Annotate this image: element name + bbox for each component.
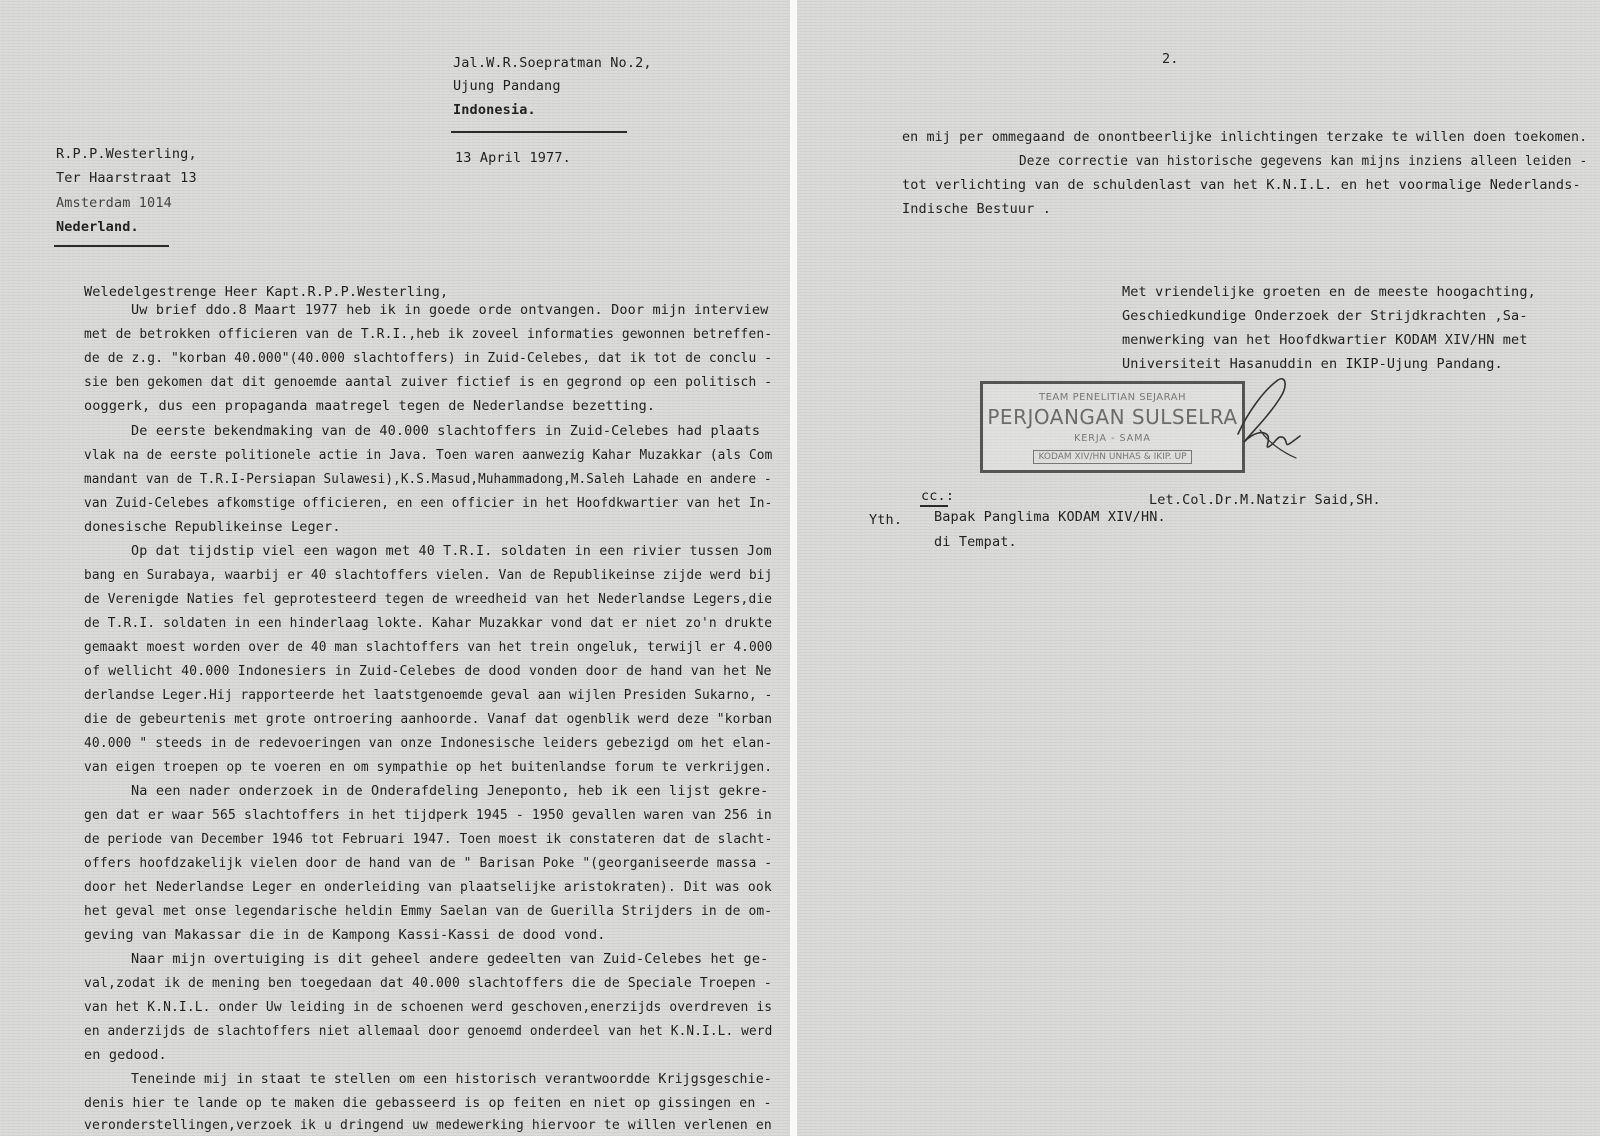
cc-recipient: Bapak Panglima KODAM XIV/HN. [934, 509, 1166, 525]
body-line: De eerste bekendmaking van de 40.000 slachtoffers in Zuid-Celebes had plaats [131, 423, 761, 439]
yth-label: Yth. [869, 512, 903, 528]
body-line: van het K.N.I.L. onder Uw leiding in de schoenen werd geschoven,enerzijds overdreven is [84, 999, 773, 1015]
cc-underline [920, 505, 948, 507]
official-stamp [980, 381, 1245, 473]
body-line: die de gebeurtenis met grote ontroering aanhoorde. Vanaf dat ogenblik werd deze "korban [84, 711, 773, 727]
body-line: veronderstellingen,verzoek ik u dringend uw medewerking hiervoor te willen verlenen en [84, 1117, 772, 1133]
handwritten-signature [1230, 372, 1315, 467]
body-line: geving van Makassar die in de Kampong Kassi-Kassi de dood vond. [84, 927, 606, 943]
stamp-line: KODAM XIV/HN UNHAS & IKIP. UP [1033, 450, 1191, 464]
sender-address-line: Indonesia. [453, 102, 536, 118]
body-line: Deze correctie van historische gegevens kan mijns inziens alleen leiden - [1019, 153, 1588, 169]
body-line: offers hoofdzakelijk vielen door de hand van de " Barisan Poke "(georganiseerde massa - [84, 855, 773, 871]
recipient-line: Ter Haarstraat 13 [56, 170, 197, 186]
body-line: de T.R.I. soldaten in een hinderlaag lokte. Kahar Muzakkar vond dat er niet zo'n drukte [84, 615, 773, 631]
closing-line: Met vriendelijke groeten en de meeste hoogachting, [1122, 284, 1536, 300]
recipient-line: Amsterdam 1014 [56, 195, 172, 211]
body-line: en gedood. [84, 1047, 167, 1063]
page-gutter [790, 0, 797, 1136]
closing-line: Universiteit Hasanuddin en IKIP-Ujung Pandang. [1122, 356, 1503, 372]
closing-line: menwerking van het Hoofdkwartier KODAM XIV/HN met [1122, 332, 1528, 348]
body-line: Indische Bestuur . [902, 201, 1051, 217]
letter-date: 13 April 1977. [455, 150, 571, 166]
body-line: Uw brief ddo.8 Maart 1977 heb ik in goede orde ontvangen. Door mijn interview [131, 302, 769, 318]
body-line: gen dat er waar 565 slachtoffers in het tijdperk 1945 - 1950 gevallen waren van 256 in [84, 807, 772, 823]
letter-page-1 [0, 0, 790, 1136]
body-line: en anderzijds de slachtoffers niet allemaal door genoemd onderdeel van het K.N.I.L. werd [84, 1023, 773, 1039]
body-line: mandant van de T.R.I-Persiapan Sulawesi),K.S.Masud,Muhammadong,M.Saleh Lahade en andere - [84, 471, 772, 487]
body-line: gemaakt moest worden over de 40 man slachtoffers van het trein ongeluk, terwijl er 4.000 [84, 639, 773, 655]
body-line: met de betrokken officieren van de T.R.I.,heb ik zoveel informaties gewonnen betreffen- [84, 326, 773, 342]
body-line: donesische Republikeinse Leger. [84, 519, 341, 535]
cc-label: cc.: [921, 488, 955, 504]
body-line: 40.000 " steeds in de redevoeringen van onze Indonesische leiders gebezigd om het elan- [84, 735, 773, 751]
body-line: door het Nederlandse Leger en onderleiding van plaatselijke aristokraten). Dit was ook [84, 879, 772, 895]
body-line: derlandse Leger.Hij rapporteerde het laatstgenoemde geval aan wijlen Presiden Sukarno, - [84, 687, 773, 703]
body-line: val,zodat ik de mening ben toegedaan dat 40.000 slachtoffers die de Speciale Troepen - [84, 975, 772, 991]
address-underline [451, 131, 627, 133]
body-line: en mij per ommegaand de onontbeerlijke inlichtingen terzake te willen doen toekomen. [902, 129, 1588, 145]
body-line: Op dat tijdstip viel een wagon met 40 T.R.I. soldaten in een rivier tussen Jom [131, 543, 772, 559]
body-line: Na een nader onderzoek in de Onderafdeling Jeneponto, heb ik een lijst gekre- [131, 783, 769, 799]
body-line: of wellicht 40.000 Indonesiers in Zuid-Celebes de dood vonden door de hand van het Ne [84, 663, 772, 679]
salutation: Weledelgestrenge Heer Kapt.R.P.P.Westerling, [84, 284, 449, 300]
body-line: het geval met onse legendarische heldin Emmy Saelan van de Guerilla Strijders in de om- [84, 903, 773, 919]
recipient-line: Nederland. [56, 219, 139, 235]
body-line: de de z.g. "korban 40.000"(40.000 slachtoffers) in Zuid-Celebes, dat ik tot de conclu - [84, 350, 773, 366]
body-line: van eigen troepen op te voeren en om sympathie op het buitenlandse forum te verkrijgen. [84, 759, 773, 775]
body-line: ooggerk, dus een propaganda maatregel tegen de Nederlandse bezetting. [84, 398, 656, 414]
sender-address-line: Ujung Pandang [453, 78, 561, 94]
closing-line: Geschiedkundige Onderzoek der Strijdkrachten ,Sa- [1122, 308, 1528, 324]
body-line: bang en Surabaya, waarbij er 40 slachtoffers vielen. Van de Republikeinse zijde werd bij [84, 567, 773, 583]
body-line: sie ben gekomen dat dit genoemde aantal zuiver fictief is en gegrond op een politisch - [84, 374, 773, 390]
body-line: denis hier te lande op te maken die gebasseerd is op feiten en niet op gissingen en - [84, 1095, 772, 1111]
signatory-name: Let.Col.Dr.M.Natzir Said,SH. [1149, 492, 1381, 508]
recipient-underline [54, 245, 169, 247]
body-line: vlak na de eerste politionele actie in Java. Toen waren aanwezig Kahar Muzakkar (als Com [84, 447, 773, 463]
stamp-line: TEAM PENELITIAN SEJARAH [1039, 392, 1186, 403]
body-line: Teneinde mij in staat te stellen om een historisch verantwoordde Krijgsgeschie- [131, 1071, 772, 1087]
body-line: de periode van December 1946 tot Februari 1947. Toen moest ik constateren dat de slacht- [84, 831, 773, 847]
stamp-line: PERJOANGAN SULSELRA [987, 405, 1238, 429]
cc-recipient: di Tempat. [934, 534, 1017, 550]
body-line: van Zuid-Celebes afkomstige officieren, en een officier in het Hoofdkwartier van het In- [84, 495, 773, 511]
body-line: Naar mijn overtuiging is dit geheel andere gedeelten van Zuid-Celebes het ge- [131, 951, 769, 967]
stamp-line: KERJA - SAMA [1074, 433, 1151, 444]
recipient-line: R.P.P.Westerling, [56, 146, 197, 162]
page-number: 2. [1162, 51, 1179, 67]
body-line: tot verlichting van de schuldenlast van het K.N.I.L. en het voormalige Nederlands- [902, 177, 1581, 193]
sender-address-line: Jal.W.R.Soepratman No.2, [453, 55, 652, 71]
letter-page-2 [797, 0, 1600, 1136]
body-line: de Verenigde Naties fel geprotesteerd tegen de wreedheid van het Nederlandse Legers,die [84, 591, 773, 607]
